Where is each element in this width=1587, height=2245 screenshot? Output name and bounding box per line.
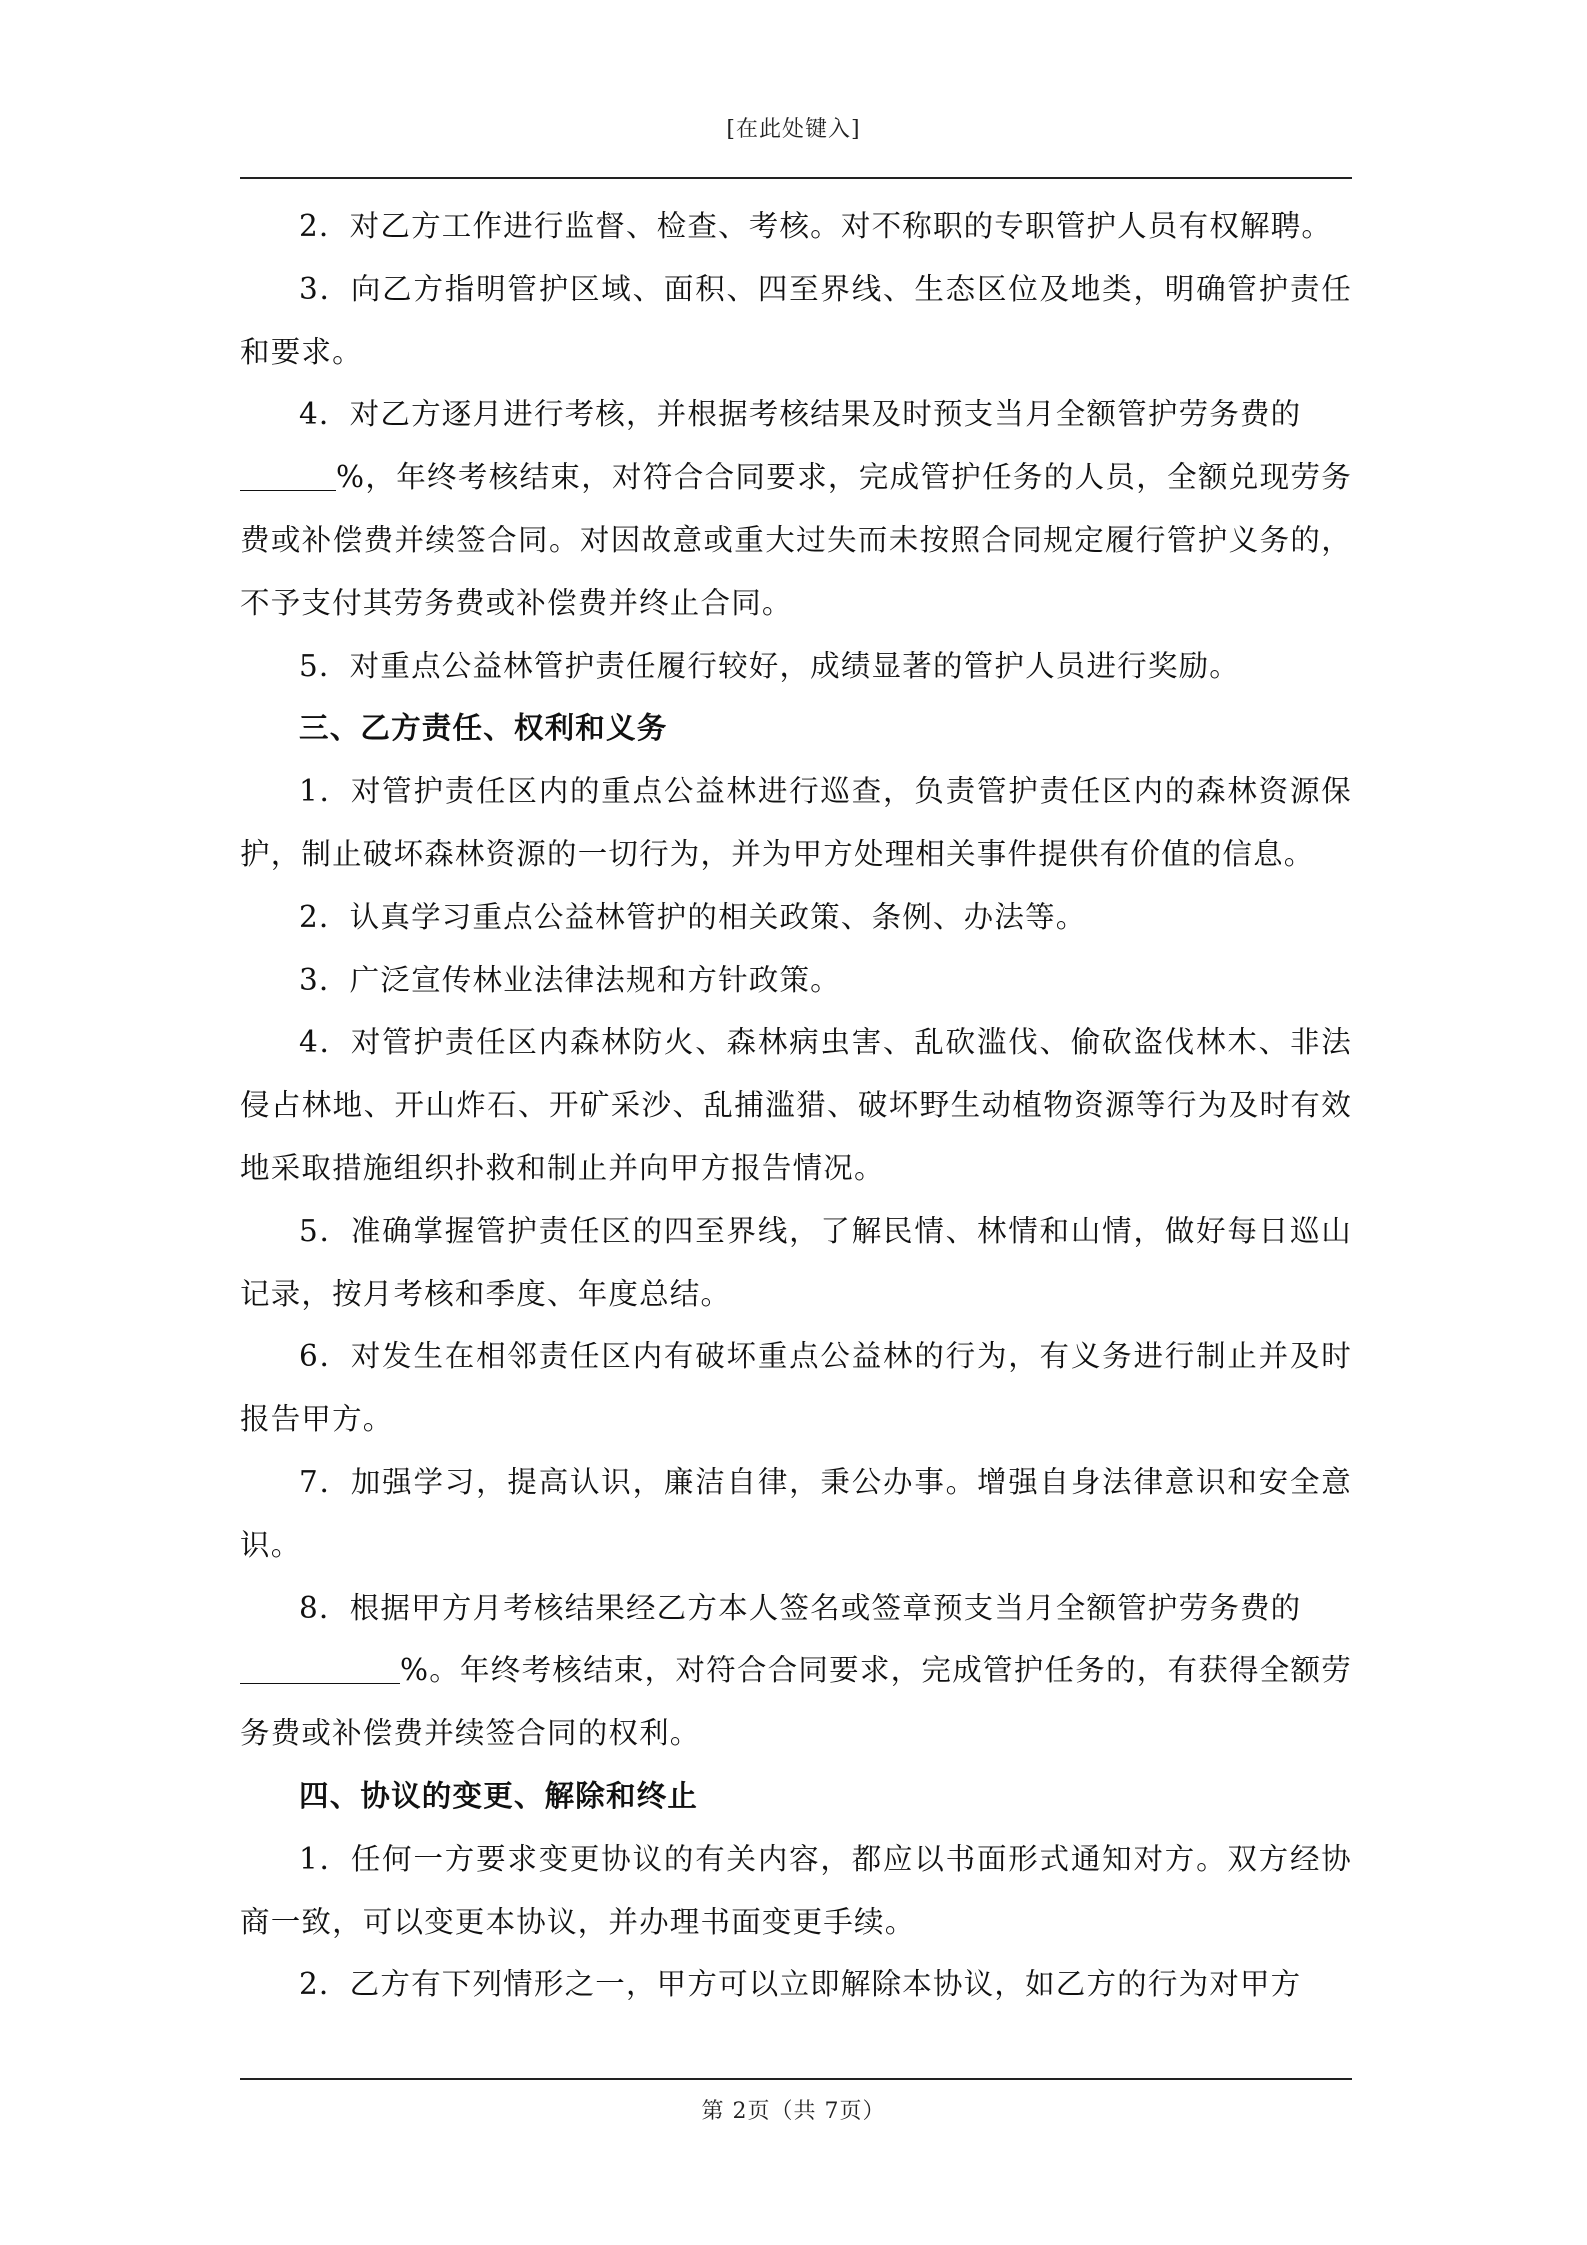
paragraph-b8-text: 8．根据甲方月考核结果经乙方本人签名或签章预支当月全额管护劳务费的 <box>299 1590 1302 1625</box>
document-body <box>240 195 1352 2016</box>
paragraph-a3: 3．向乙方指明管护区域、面积、四至界线、生态区位及地类，明确管护责任和要求。 <box>240 271 1352 369</box>
page-header: [在此处键入] <box>726 117 861 142</box>
page-footer: 第 2页（共 7页） <box>701 2099 886 2124</box>
paragraph-b6: 6．对发生在相邻责任区内有破坏重点公益林的行为，有义务进行制止并及时报告甲方。 <box>240 1339 1352 1437</box>
paragraph-c2: 2．乙方有下列情形之一，甲方可以立即解除本协议，如乙方的行为对甲方 <box>299 1967 1302 2002</box>
header-divider <box>240 177 1352 179</box>
paragraph-b4: 4．对管护责任区内森林防火、森林病虫害、乱砍滥伐、偷砍盗伐林木、非法侵占林地、开山炸石、开矿采沙、乱捕滥猎、破坏野生动植物资源等行为及时有效地采取措施组织扑救和制止并向甲方报告情况。 <box>240 1025 1352 1185</box>
paragraph-a4-text: 4．对乙方逐月进行考核，并根据考核结果及时预支当月全额管护劳务费的 <box>299 397 1302 432</box>
paragraph-a5: 5．对重点公益林管护责任履行较好，成绩显著的管护人员进行奖励。 <box>299 648 1240 683</box>
paragraph-b1: 1．对管护责任区内的重点公益林进行巡查，负责管护责任区内的森林资源保护，制止破坏森林资源的一切行为，并为甲方处理相关事件提供有价值的信息。 <box>240 774 1352 871</box>
paragraph-a4 <box>240 383 1352 634</box>
paragraph-b8 <box>240 1577 1352 1765</box>
percent-blank <box>240 1654 400 1685</box>
percent-blank <box>240 461 336 492</box>
footer-divider <box>240 2078 1352 2080</box>
paragraph-a2: 2．对乙方工作进行监督、检查、考核。对不称职的专职管护人员有权解聘。 <box>299 209 1333 243</box>
paragraph-b2: 2．认真学习重点公益林管护的相关政策、条例、办法等。 <box>299 899 1087 934</box>
paragraph-b8-continued: %。年终考核结束，对符合合同要求，完成管护任务的，有获得全额劳务费或补偿费并续签合同的权利。 <box>240 1653 1352 1751</box>
paragraph-b3: 3．广泛宣传林业法律法规和方针政策。 <box>299 962 841 997</box>
paragraph-c1: 1．任何一方要求变更协议的有关内容，都应以书面形式通知对方。双方经协商一致，可以变更本协议，并办理书面变更手续。 <box>240 1841 1352 1939</box>
section-heading-4: 四、协议的变更、解除和终止 <box>299 1777 699 1813</box>
paragraph-b5: 5．准确掌握管护责任区的四至界线，了解民情、林情和山情，做好每日巡山记录，按月考核和季度、年度总结。 <box>240 1213 1352 1311</box>
section-heading-3: 三、乙方责任、权利和义务 <box>299 710 668 746</box>
paragraph-a4-continued: %，年终考核结束，对符合合同要求，完成管护任务的人员，全额兑现劳务费或补偿费并续签合同。对因故意或重大过失而未按照合同规定履行管护义务的，不予支付其劳务费或补偿费并终止合同。 <box>240 460 1352 620</box>
paragraph-b7: 7．加强学习，提高认识，廉洁自律，秉公办事。增强自身法律意识和安全意识。 <box>240 1464 1352 1562</box>
